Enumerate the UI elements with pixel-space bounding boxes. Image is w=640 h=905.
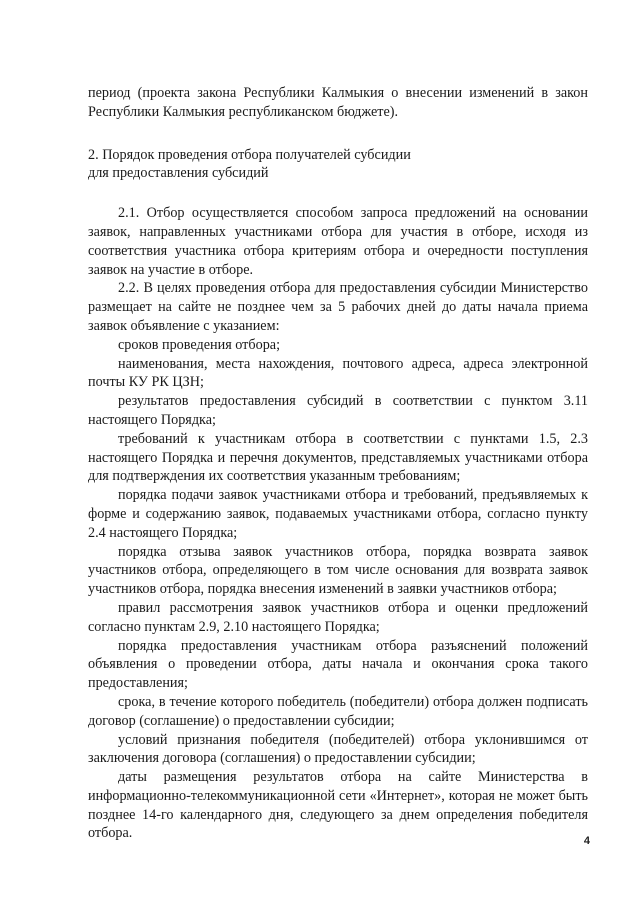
list-item: требований к участникам отбора в соответствии с пунктами 1.5, 2.3 настоящего Порядка и перечня документов, представляемых участниками отбора для подтверждения их соответствия указанным требованиям; xyxy=(88,430,588,485)
list-item: результатов предоставления субсидий в соответствии с пунктом 3.11 настоящего Порядка; xyxy=(88,393,588,428)
intro-paragraph: период (проекта закона Республики Калмыкия о внесении изменений в закон Республики Калмыкия республиканском бюджете). xyxy=(88,85,588,120)
paragraph-2-2: 2.2. В целях проведения отбора для предоставления субсидии Министерство размещает на сайте не позднее чем за 5 рабочих дней до даты начала приема заявок объявление с указанием: xyxy=(88,280,588,334)
list-item: условий признания победителя (победителей) отбора уклонившимся от заключения договора (соглашения) о предоставлении субсидии; xyxy=(88,731,588,767)
list-item: даты размещения результатов отбора на сайте Министерства в информационно-телекоммуникационной сети «Интернет», которая не может быть позднее 14-го календарного дня, следующего за днем определения победителя отбора. xyxy=(88,769,588,842)
section-heading-line2: для предоставления субсидий xyxy=(88,165,269,182)
paragraph-2-1: 2.1. Отбор осуществляется способом запроса предложений на основании заявок, направленных участниками отбора для участия в отборе, исходя из соответствия участника отбора критериям отбора и очередности поступления заявок на участие в отборе. xyxy=(88,205,588,278)
list-item: сроков проведения отбора; xyxy=(118,336,281,353)
spacer xyxy=(88,183,588,204)
list-item: порядка отзыва заявок участников отбора, порядка возврата заявок участников отбора, определяющего в том числе основания для возврата заявок участников отбора, порядка внесения изменений в заявки участников отбора; xyxy=(88,543,588,598)
list-item: наименования, места нахождения, почтового адреса, адреса электронной почты КУ РК ЦЗН; xyxy=(88,355,588,391)
page-number: 4 xyxy=(583,835,590,847)
document-body xyxy=(88,84,588,843)
list-item: срока, в течение которого победитель (победители) отбора должен подписать договор (соглашение) о предоставлении субсидии; xyxy=(88,693,588,729)
list-item: порядка предоставления участникам отбора разъяснений положений объявления о проведении отбора, даты начала и окончания срока такого предоставления; xyxy=(88,637,588,692)
spacer xyxy=(88,122,588,146)
list-item: порядка подачи заявок участниками отбора и требований, предъявляемых к форме и содержанию заявок, подаваемых участниками отбора, согласно пункту 2.4 настоящего Порядка; xyxy=(88,487,588,541)
section-heading-line1: 2. Порядок проведения отбора получателей субсидии xyxy=(88,146,411,163)
list-item: правил рассмотрения заявок участников отбора и оценки предложений согласно пунктам 2.9, 2.10 настоящего Порядка; xyxy=(88,599,588,635)
